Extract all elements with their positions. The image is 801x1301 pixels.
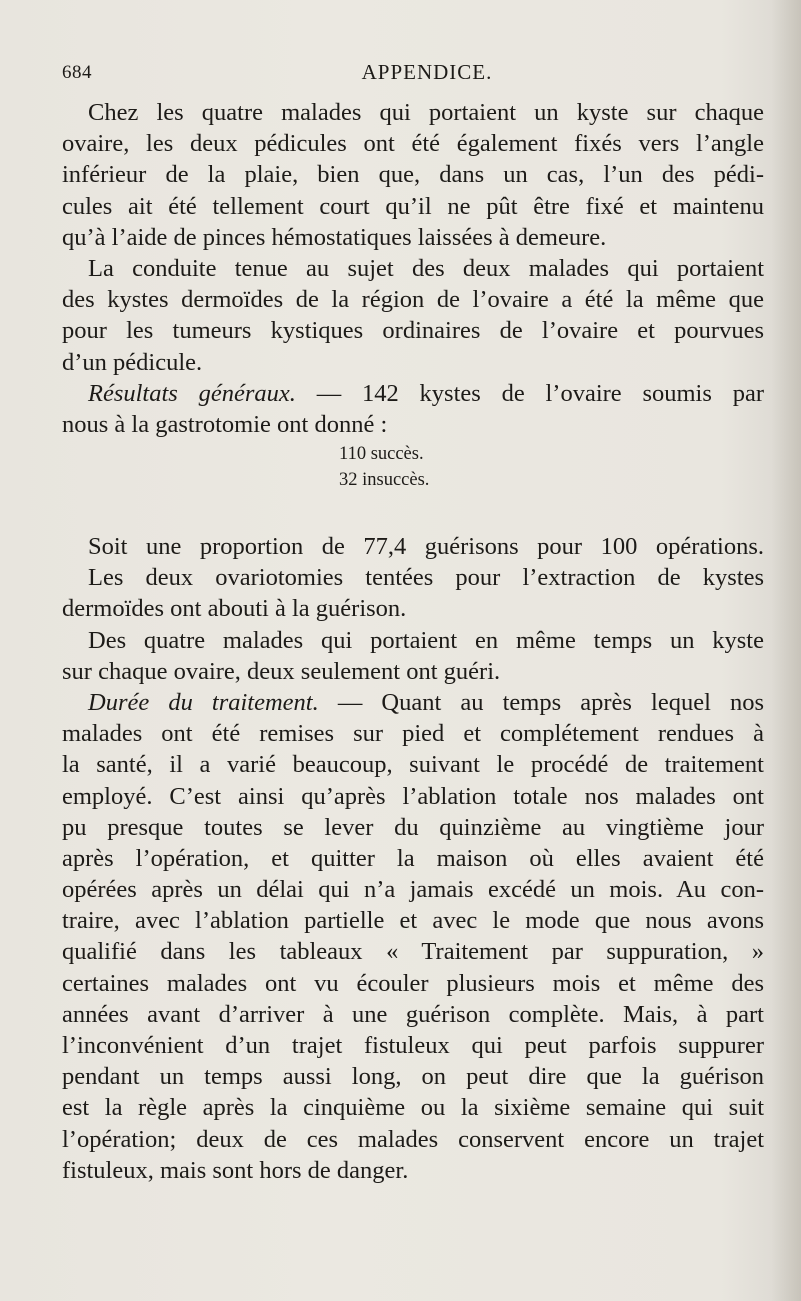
text-line: traire, avec l’ablation partielle et avec le mode que nous avons <box>62 907 764 935</box>
text-line: malades ont été remises sur pied et complétement rendues à <box>62 720 764 748</box>
text-line: certaines malades ont vu écouler plusieurs mois et même des <box>62 969 764 997</box>
text-line: employé. C’est ainsi qu’après l’ablation totale nos malades ont <box>62 782 764 810</box>
text-line: d’un pédicule. <box>62 348 203 376</box>
text-line: cules ait été tellement court qu’il ne pût être fixé et maintenu <box>62 192 764 220</box>
paragraph-block-1 <box>62 97 764 440</box>
text-line: inférieur de la plaie, bien que, dans un cas, l’un des pédi- <box>62 161 764 189</box>
page-header <box>62 58 762 88</box>
text-line: l’inconvénient d’un trajet fistuleux qui peut parfois suppurer <box>62 1032 764 1059</box>
results-heading-line <box>62 378 764 409</box>
text-line: Chez les quatre malades qui portaient un kyste sur chaque <box>88 99 764 126</box>
paragraph-block-2 <box>62 531 764 1186</box>
results-list <box>62 441 764 493</box>
result-failure: 32 insuccès. <box>339 470 430 490</box>
text-line: pendant un temps aussi long, on peut dire que la guérison <box>62 1063 764 1091</box>
text-line: l’opération; deux de ces malades conservent encore un trajet <box>62 1125 764 1153</box>
result-success: 110 succès. <box>339 444 424 464</box>
text-line: nous à la gastrotomie ont donné : <box>62 410 388 438</box>
page-edge-shadow <box>771 0 801 1301</box>
page-number: 684 <box>62 62 92 83</box>
results-heading: Résultats généraux. <box>88 379 296 407</box>
text-line: des kystes dermoïdes de la région de l’ovaire a été la même que <box>62 286 764 314</box>
duration-heading-text: — Quant au temps après lequel nos <box>318 688 765 716</box>
text-line: qu’à l’aide de pinces hémostatiques laissées à demeure. <box>62 223 607 251</box>
text-line: dermoïdes ont abouti à la guérison. <box>62 595 407 623</box>
text-line: La conduite tenue au sujet des deux malades qui portaient <box>88 254 764 282</box>
text-line: Soit une proportion de 77,4 guérisons pour 100 opérations. <box>88 533 764 560</box>
text-line: années avant d’arriver à une guérison complète. Mais, à part <box>62 1000 764 1028</box>
text-line: après l’opération, et quitter la maison où elles avaient été <box>62 844 764 872</box>
running-title: APPENDICE. <box>361 60 493 84</box>
text-line: Des quatre malades qui portaient en même temps un kyste <box>88 626 764 654</box>
text-line: pu presque toutes se lever du quinzième au vingtième jour <box>62 813 764 841</box>
results-heading-text: — 142 kystes de l’ovaire soumis par <box>295 379 764 407</box>
text-line: fistuleux, mais sont hors de danger. <box>62 1156 409 1184</box>
text-line: la santé, il a varié beaucoup, suivant le procédé de traitement <box>62 751 764 779</box>
text-line: sur chaque ovaire, deux seulement ont guéri. <box>62 657 501 685</box>
text-line: pour les tumeurs kystiques ordinaires de l’ovaire et pourvues <box>62 317 764 345</box>
text-line: Les deux ovariotomies tentées pour l’extraction de kystes <box>88 564 764 592</box>
text-line: opérées après un délai qui n’a jamais excédé un mois. Au con- <box>62 876 764 904</box>
text-line: qualifié dans les tableaux « Traitement par suppuration, » <box>62 938 764 966</box>
duration-heading-line <box>62 687 764 718</box>
text-line: est la règle après la cinquième ou la sixième semaine qui suit <box>62 1094 764 1122</box>
text-line: ovaire, les deux pédicules ont été également fixés vers l’angle <box>62 130 764 158</box>
duration-heading: Durée du traitement. <box>88 688 319 716</box>
